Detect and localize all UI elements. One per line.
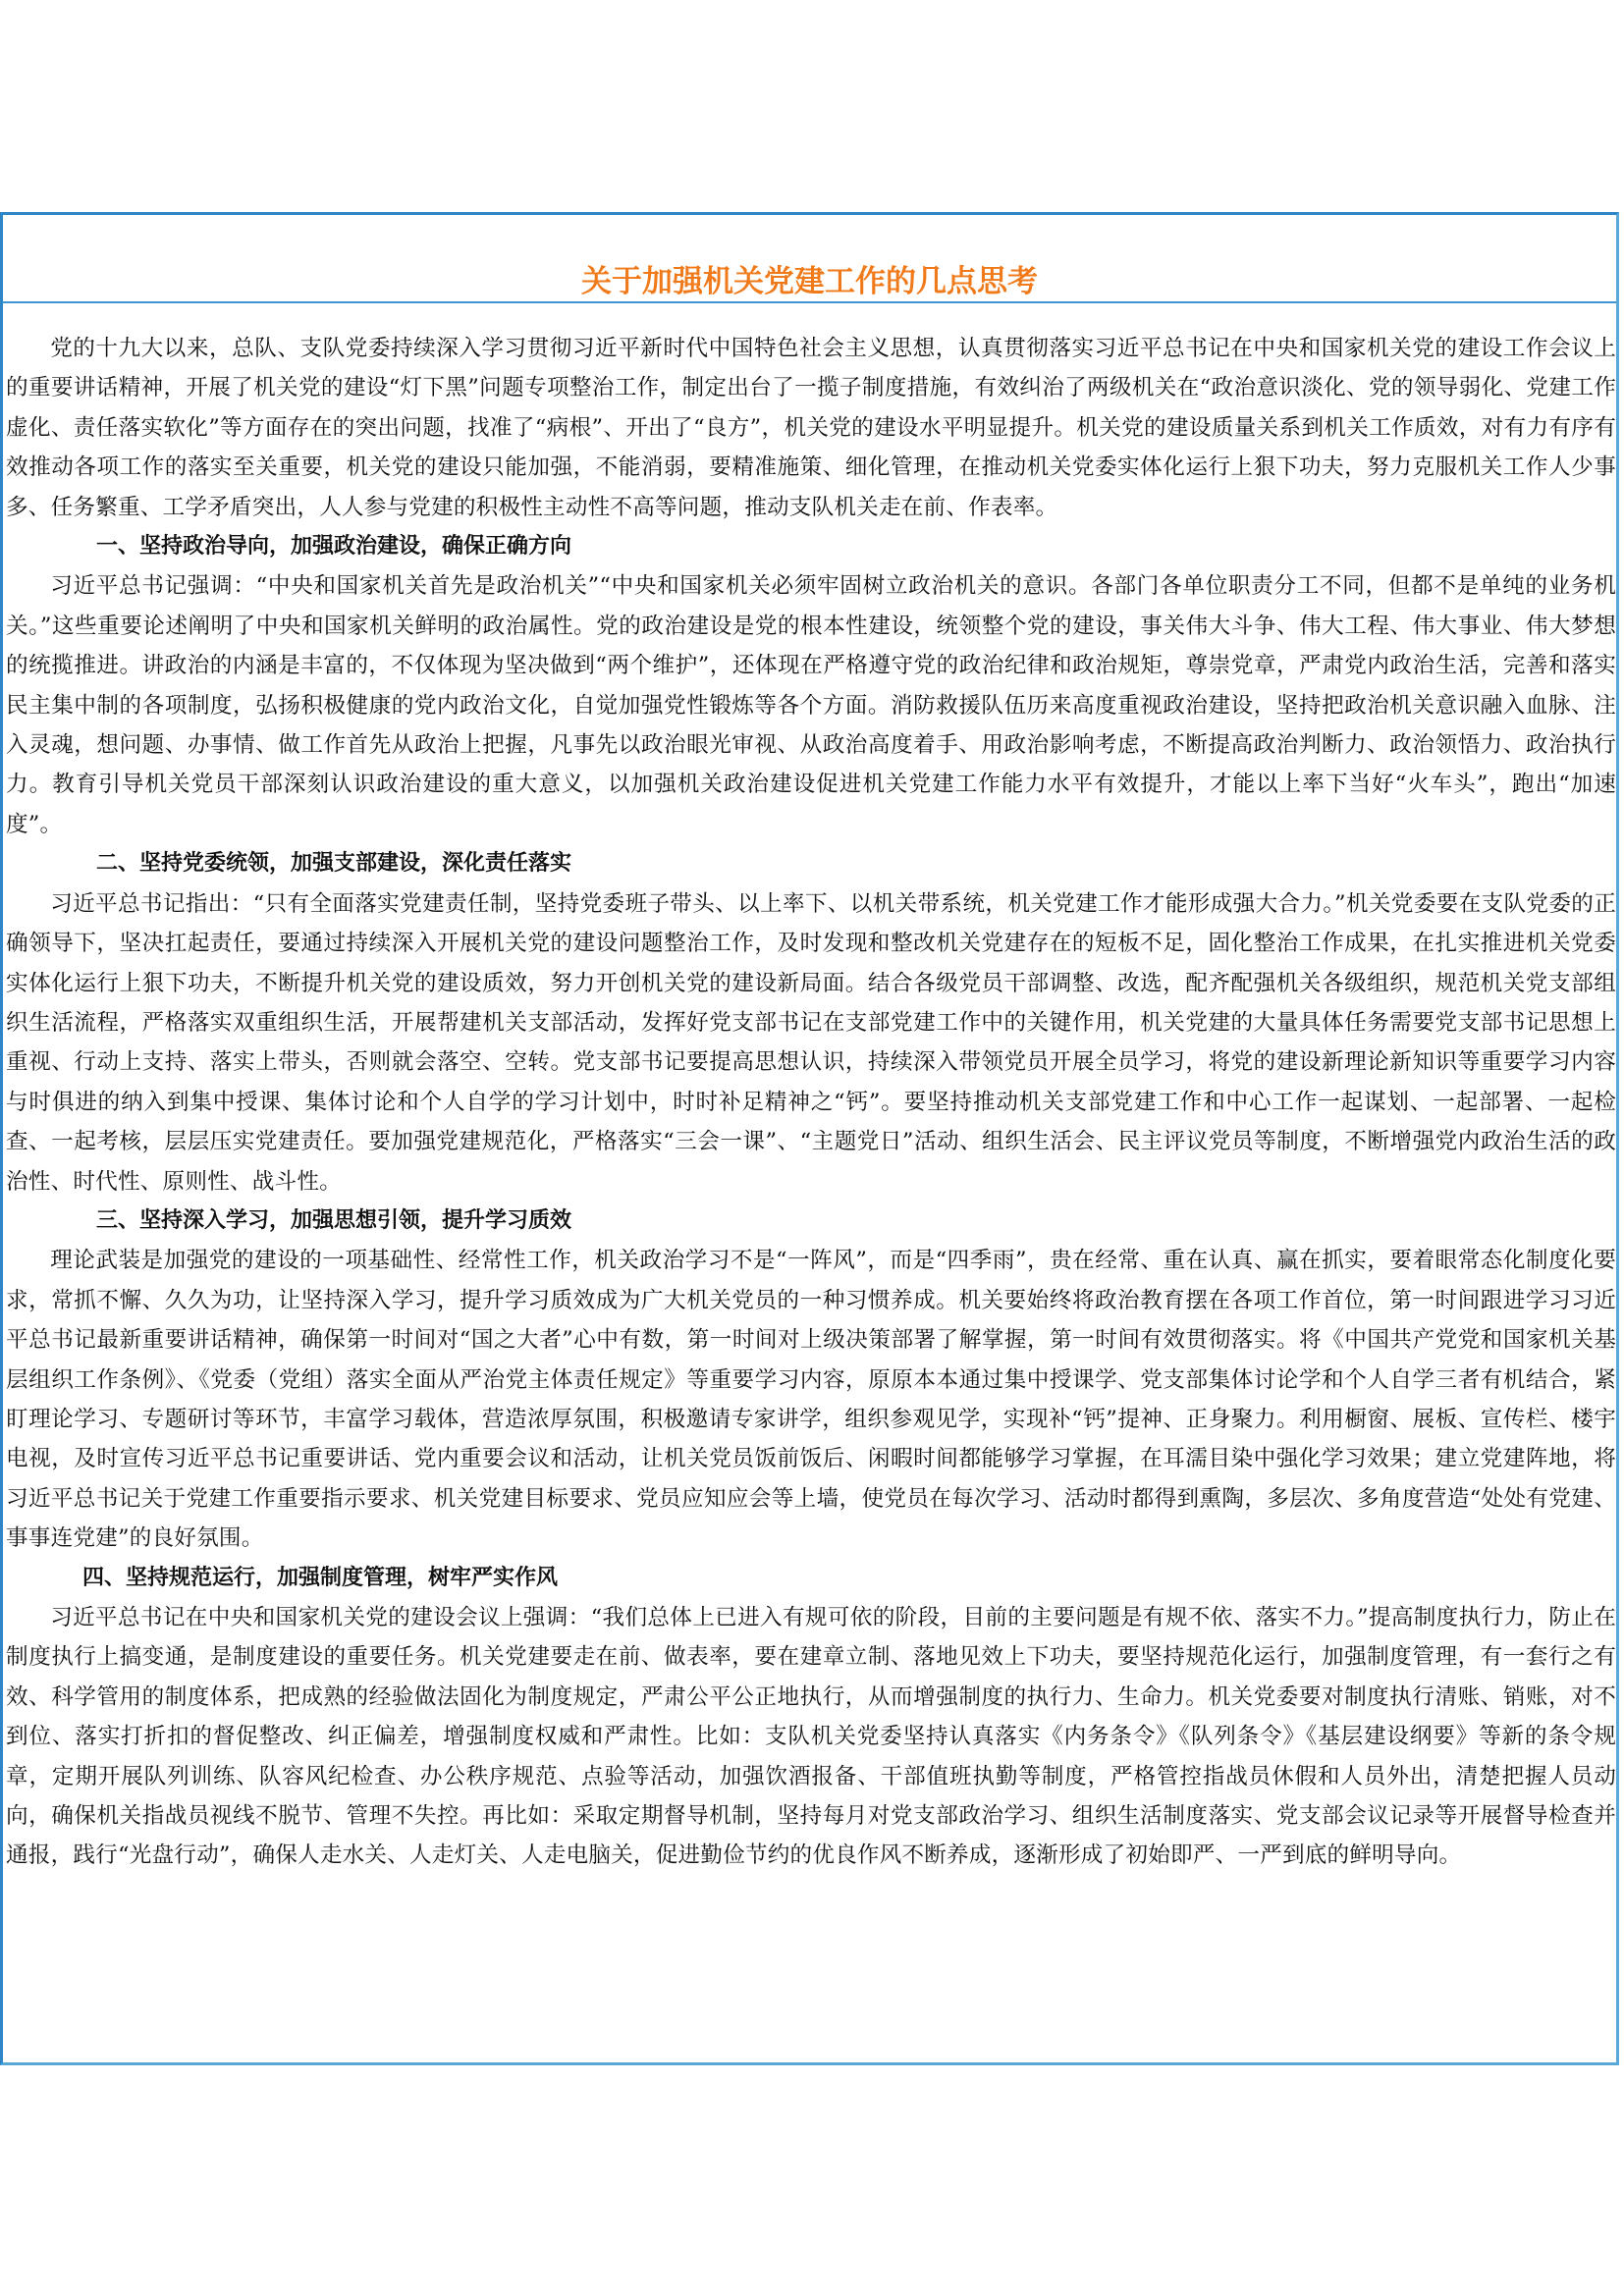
section-heading-2: 二、坚持党委统领，加强支部建设，深化责任落实 (96, 851, 572, 877)
document-frame (0, 212, 1619, 2065)
section-heading-1: 一、坚持政治导向，加强政治建设，确保正确方向 (96, 534, 572, 560)
section-body-1: 习近平总书记强调：“中央和国家机关首先是政治机关”“中央和国家机关必须牢固树立政治机关的意识。各部门各单位职责分工不同，但都不是单纯的业务机关。”这些重要论述阐明了中央和国家机关鲜明的政治属性。党的政治建设是党的根本性建设，统领整个党的建设，事关伟大斗争、伟大工程、伟大事业、伟大梦想的统揽推进。讲政治的内涵是丰富的，不仅体现为坚决做到“两个维护”，还体现在严格遵守党的政治纪律和政治规矩，尊崇党章，严肃党内政治生活，完善和落实民主集中制的各项制度，弘扬积极健康的党内政治文化，自觉加强党性锻炼等各个方面。消防救援队伍历来高度重视政治建设，坚持把政治机关意识融入血脉、注入灵魂，想问题、办事情、做工作首先从政治上把握，凡事先以政治眼光审视、从政治高度着手、用政治影响考虑，不断提高政治判断力、政治领悟力、政治执行力。教育引导机关党员干部深刻认识政治建设的重大意义，以加强机关政治建设促进机关党建工作能力水平有效提升，才能以上率下当好“火车头”，跑出“加速度”。 (6, 573, 1616, 837)
intro-paragraph: 党的十九大以来，总队、支队党委持续深入学习贯彻习近平新时代中国特色社会主义思想，认真贯彻落实习近平总书记在中央和国家机关党的建设工作会议上的重要讲话精神，开展了机关党的建设“灯下黑”问题专项整治工作，制定出台了一揽子制度措施，有效纠治了两级机关在“政治意识淡化、党的领导弱化、党建工作虚化、责任落实软化”等方面存在的突出问题，找准了“病根”、开出了“良方”，机关党的建设水平明显提升。机关党的建设质量关系到机关工作质效，对有力有序有效推动各项工作的落实至关重要，机关党的建设只能加强，不能消弱，要精准施策、细化管理，在推动机关党委实体化运行上狠下功夫，努力克服机关工作人少事多、任务繁重、工学矛盾突出，人人参与党建的积极性主动性不高等问题，推动支队机关走在前、作表率。 (6, 336, 1616, 520)
section-body-4: 习近平总书记在中央和国家机关党的建设会议上强调：“我们总体上已进入有规可依的阶段，目前的主要问题是有规不依、落实不力。”提高制度执行力，防止在制度执行上搞变通，是制度建设的重要任务。机关党建要走在前、做表率，要在建章立制、落地见效上下功夫，要坚持规范化运行，加强制度管理，有一套行之有效、科学管用的制度体系，把成熟的经验做法固化为制度规定，严肃公平公正地执行，从而增强制度的执行力、生命力。机关党委要对制度执行清账、销账，对不到位、落实打折扣的督促整改、纠正偏差，增强制度权威和严肃性。比如：支队机关党委坚持认真落实《内务条令》《队列条令》《基层建设纲要》等新的条令规章，定期开展队列训练、队容风纪检查、办公秩序规范、点验等活动，加强饮酒报备、干部值班执勤等制度，严格管控指战员休假和人员外出，清楚把握人员动向，确保机关指战员视线不脱节、管理不失控。再比如：采取定期督导机制，坚持每月对党支部政治学习、组织生活制度落实、党支部会议记录等开展督导检查并通报，践行“光盘行动”，确保人走水关、人走灯关、人走电脑关，促进勤俭节约的优良作风不断养成，逐渐形成了初始即严、一严到底的鲜明导向。 (6, 1605, 1616, 1869)
section-body-3: 理论武装是加强党的建设的一项基础性、经常性工作，机关政治学习不是“一阵风”，而是“四季雨”，贵在经常、重在认真、赢在抓实，要着眼常态化制度化要求，常抓不懈、久久为功，让坚持深入学习，提升学习质效成为广大机关党员的一种习惯养成。机关要始终将政治教育摆在各项工作首位，第一时间跟进学习习近平总书记最新重要讲话精神，确保第一时间对“国之大者”心中有数，第一时间对上级决策部署了解掌握，第一时间有效贯彻落实。将《中国共产党党和国家机关基层组织工作条例》、《党委（党组）落实全面从严治党主体责任规定》等重要学习内容，原原本本通过集中授课学、党支部集体讨论学和个人自学三者有机结合，紧盯理论学习、专题研讨等环节，丰富学习载体，营造浓厚氛围，积极邀请专家讲学，组织参观见学，实现补“钙”提神、正身聚力。利用橱窗、展板、宣传栏、楼宇电视，及时宣传习近平总书记重要讲话、党内重要会议和活动，让机关党员饭前饭后、闲暇时间都能够学习掌握，在耳濡目染中强化学习效果；建立党建阵地，将习近平总书记关于党建工作重要指示要求、机关党建目标要求、党员应知应会等上墙，使党员在每次学习、活动时都得到熏陶，多层次、多角度营造“处处有党建、事事连党建”的良好氛围。 (6, 1248, 1616, 1552)
section-heading-4: 四、坚持规范运行，加强制度管理，树牢严实作风 (82, 1565, 559, 1590)
document-title: 关于加强机关党建工作的几点思考 (581, 264, 1038, 299)
section-heading-3: 三、坚持深入学习，加强思想引领，提升学习质效 (96, 1207, 572, 1233)
document-body (6, 329, 1616, 1876)
title-divider (3, 301, 1616, 303)
section-body-2: 习近平总书记指出：“只有全面落实党建责任制，坚持党委班子带头、以上率下、以机关带系统，机关党建工作才能形成强大合力。”机关党委要在支队党委的正确领导下，坚决扛起责任，要通过持续深入开展机关党的建设问题整治工作，及时发现和整改机关党建存在的短板不足，固化整治工作成果，在扎实推进机关党委实体化运行上狠下功夫，不断提升机关党的建设质效，努力开创机关党的建设新局面。结合各级党员干部调整、改选，配齐配强机关各级组织，规范机关党支部组织生活流程，严格落实双重组织生活，开展帮建机关支部活动，发挥好党支部书记在支部党建工作中的关键作用，机关党建的大量具体任务需要党支部书记思想上重视、行动上支持、落实上带头，否则就会落空、空转。党支部书记要提高思想认识，持续深入带领党员开展全员学习，将党的建设新理论新知识等重要学习内容与时俱进的纳入到集中授课、集体讨论和个人自学的学习计划中，时时补足精神之“钙”。要坚持推动机关支部党建工作和中心工作一起谋划、一起部署、一起检查、一起考核，层层压实党建责任。要加强党建规范化，严格落实“三会一课”、“主题党日”活动、组织生活会、民主评议党员等制度，不断增强党内政治生活的政治性、时代性、原则性、战斗性。 (6, 890, 1616, 1195)
